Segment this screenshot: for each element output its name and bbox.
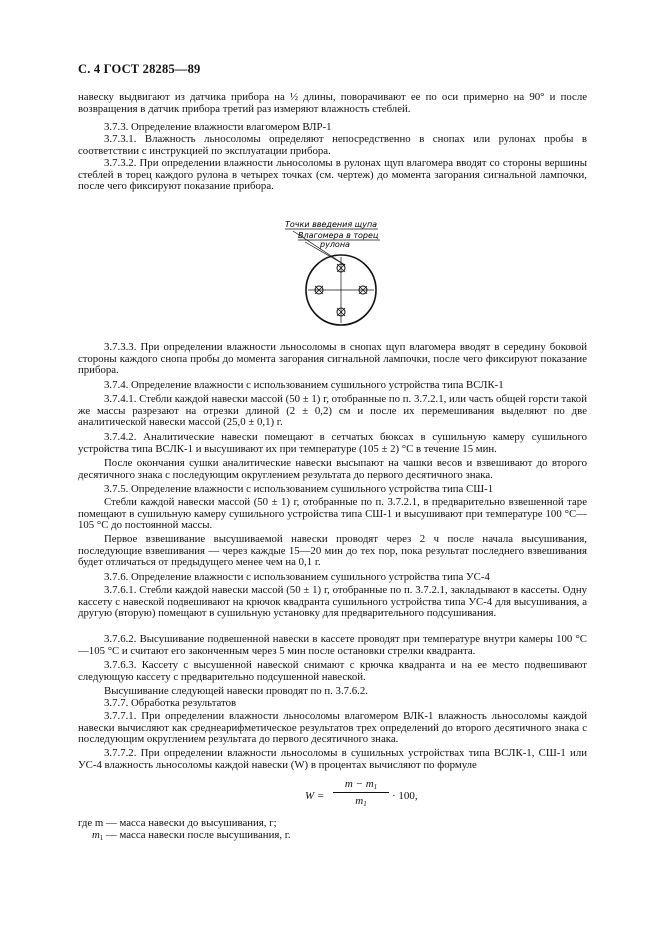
section-3-7-7-title: 3.7.7. Обработка результатов [104, 697, 237, 709]
paragraph-3-7-3-3: 3.7.3.3. При определении влажности льносоломы в снопах щуп влагомера вводят в середину боковой стороны каждого снопа пробы до момента загорания сигнальной лампочки, после чего фиксируют показание прибора. [78, 341, 587, 377]
paragraph-3-7-3-1: 3.7.3.1. Влажность льносоломы определяют непосредственно в снопах или рулонах пробы в соответствии с инструкцией по эксплуатации прибора. [78, 133, 587, 157]
paragraph-3-7-4-2: 3.7.4.2. Аналитические навески помещают в сетчатых бюксах в сушильную камеру сушильного устройства типа ВСЛК-1 и высушивают их при температуре (105 ± 2) °С в течение 15 мин. [78, 431, 587, 455]
section-3-7-5-title: 3.7.5. Определение влажности с использованием сушильного устройства типа СШ-1 [104, 483, 494, 495]
paragraph-continuation: навеску выдвигают из датчика прибора на ½ длины, поворачивают ее по оси примерно на 90° и после возвращения в датчик прибора третий раз измеряют влажность стеблей. [78, 91, 587, 115]
paragraph-3-7-3-2: 3.7.3.2. При определении влажности льносоломы в рулонах щуп влагомера вводят со стороны вершины стеблей в торец каждого рулона в четырех точках (см. чертеж) до момента загорания сигнальной лампочки, после чего фиксируют показание прибора. [78, 157, 587, 193]
page-header: С. 4 ГОСТ 28285—89 [78, 62, 201, 76]
formula-lhs: W = [305, 790, 325, 802]
paragraph-3-7-6-2: 3.7.6.2. Высушивание подвешенной навески в кассете проводят при температуре внутри камеры 100 °С—105 °С и считают его законченным через 5 мин после остановки стрелки квадранта. [78, 633, 587, 657]
paragraph-3-7-6-1: 3.7.6.1. Стебли каждой навески массой (50 ± 1) г, отобранные по п. 3.7.2.1, закладывают в кассеты. Одну кассету с навеской подвешивают на крючок квадранта сушильного устройства типа УС-4 для высушивания, а другую (вторую) помещают в сушильную установку для предварительного подсушивания. [78, 584, 587, 620]
section-3-7-4-title: 3.7.4. Определение влажности с использованием сушильного устройства типа ВСЛК-1 [104, 379, 504, 391]
where-line-2-symbol: m [92, 829, 100, 841]
figure-label-line3: рулона [320, 240, 350, 249]
section-3-7-3-title: 3.7.3. Определение влажности влагомером ВЛР-1 [104, 121, 332, 133]
formula-numerator-sub: 1 [373, 783, 378, 791]
section-3-7-6-title: 3.7.6. Определение влажности с использованием сушильного устройства типа УС-4 [104, 571, 490, 583]
sampling-points-figure [280, 215, 390, 335]
paragraph-3-7-7-2: 3.7.7.2. При определении влажности льносоломы в сушильных устройствах типа ВСЛК-1, СШ-1 или УС-4 влажность льносоломы каждой навески (W) в процентах вычисляют по формуле [78, 747, 587, 771]
formula-denominator: m [355, 795, 364, 807]
figure-label-line1: Точки введения щупа [285, 220, 378, 229]
where-line-2-sub: 1 [99, 834, 104, 842]
where-line-2 [92, 829, 291, 842]
paragraph-3-7-7-1: 3.7.7.1. При определении влажности льносоломы влагомером ВЛК-1 влажность льносоломы каждой навески вычисляют как среднеарифметическое результатов трех определений до второго десятичного знака с последующим округлением результата до первого десятичного знака. [78, 710, 587, 746]
paragraph-3-7-5-weighing: Первое взвешивание высушиваемой навески проводят через 2 ч после начала высушивания, последующие взвешивания — через каждые 15—20 мин до тех пор, пока результат последнего взвешивания будет отличаться от предыдущего менее чем на 0,1 г. [78, 533, 587, 569]
paragraph-after-drying: После окончания сушки аналитические навески высыпают на чашки весов и взвешивают до второго десятичного знака с последующим округлением результата до первого десятичного знака. [78, 457, 587, 481]
where-line-2-text: — масса навески после высушивания, г. [103, 829, 291, 841]
moisture-formula [305, 778, 505, 828]
paragraph-next-drying: Высушивание следующей навески проводят по п. 3.7.6.2. [104, 685, 368, 697]
figure-label-line2: Влагомера в торец [298, 231, 379, 240]
formula-numerator: m − m [344, 778, 374, 790]
paragraph-3-7-6-3: 3.7.6.3. Кассету с высушенной навеской снимают с крючка квадранта и на ее место подвешивают следующую кассету с предварительно подсушенной навеской. [78, 659, 587, 683]
paragraph-3-7-5-stalks: Стебли каждой навески массой (50 ± 1) г, отобранные по п. 3.7.2.1, в предварительно взвешенной таре помещают в сушильную камеру сушильного устройства типа СШ-1 и высушивают при температуре 100 °С—105 °С до постоянной массы. [78, 496, 587, 532]
paragraph-3-7-4-1: 3.7.4.1. Стебли каждой навески массой (50 ± 1) г, отобранные по п. 3.7.2.1, или часть общей горсти такой же массы разрезают на отрезки длиной (2 ± 0,2) см и после их перемешивания выделяют по две аналитической навески массой (25,0 ± 0,1) г. [78, 393, 587, 429]
formula-tail: · 100, [392, 790, 418, 802]
where-line-1: где m — масса навески до высушивания, г; [78, 817, 277, 829]
formula-denominator-sub: 1 [363, 800, 367, 808]
formula-fraction [333, 778, 389, 808]
